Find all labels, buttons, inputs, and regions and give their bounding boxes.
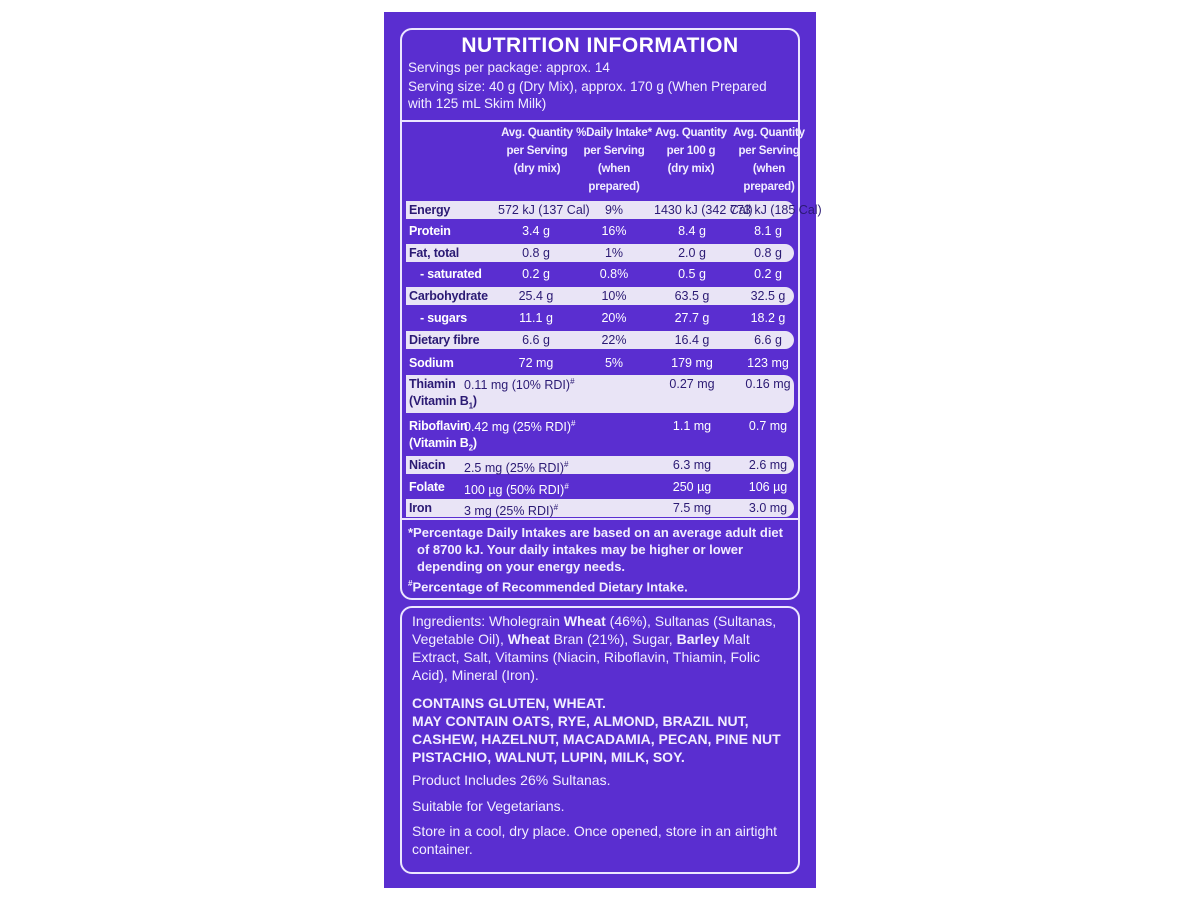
nutrient-row-fat-total [406,244,794,262]
rdi-value: 3 mg (25% RDI)# [464,503,559,519]
nutrient-value: 2.0 g [678,246,706,260]
nutrient-value: 0.8% [599,267,629,281]
footnotes [408,524,792,595]
nutrient-name: - sugars [420,311,468,325]
nutrient-row-energy [406,201,822,219]
nutrient-name: Niacin [409,458,446,472]
footnote-daily-intake-cont: depending on your energy needs. [417,559,626,574]
nutrient-row-carbohydrate [406,287,794,305]
rdi-value: 0.11 mg (10% RDI)# [464,377,575,393]
footnote-rdi: #Percentage of Recommended Dietary Intake. [408,579,688,595]
nutrient-value: 3.4 g [522,224,550,238]
may-contain-statement: MAY CONTAIN OATS, RYE, ALMOND, BRAZIL NUT, CASHEW, HAZELNUT, MACADAMIA, PECAN, PINE NUT PISTACHIO, WALNUT, LUPIN, MILK, SOY. [412,713,781,765]
nutrient-name: Carbohydrate [409,289,488,303]
column-header-dry-serving: Avg. Quantity per Serving (dry mix) [501,127,573,175]
nutrient-value: 0.7 mg [748,419,788,433]
nutrient-value: 16.4 g [674,333,710,347]
nutrient-value: 8.4 g [678,224,706,238]
nutrient-value: 6.6 g [522,333,550,347]
nutrient-value: 0.8 g [754,246,782,260]
nutrient-row-saturated [406,265,794,283]
nutrient-name-vitamin: (Vitamin $B_2$) [409,436,477,453]
nutrient-value: 773 kJ (185 Cal) [730,203,822,217]
nutrient-value: 123 mg [747,356,789,370]
nutrient-name: Iron [409,501,432,515]
nutrient-name: Riboflavin [409,419,468,433]
allergen-statement [412,694,792,766]
nutrient-name: Energy [409,203,451,217]
nutrient-name: Thiamin [409,377,456,391]
nutrient-value: 3.0 mg [748,501,788,515]
nutrient-row-folate [406,478,794,496]
nutrient-row-protein [406,222,794,240]
nutrition-panel [400,28,822,600]
nutrient-value: 179 mg [671,356,713,370]
nutrient-name: - saturated [420,267,482,281]
nutrient-row-niacin [406,456,794,474]
nutrient-value: 20% [601,311,627,325]
nutrient-value: 0.16 mg [745,377,791,391]
nutrient-value: 0.8 g [522,246,550,260]
serving-size: Serving size: 40 g (Dry Mix), approx. 170 g (When Prepared with 125 mL Skim Milk) [408,79,767,111]
nutrient-value: 250 µg [672,480,712,494]
nutrient-value: 0.5 g [678,267,706,281]
rdi-value: 100 µg (50% RDI)# [464,482,569,498]
nutrient-name: Dietary fibre [409,333,480,347]
nutrient-value: 63.5 g [674,289,710,303]
nutrient-name: Folate [409,480,445,494]
sultanas-statement: Product Includes 26% Sultanas. [412,772,611,788]
nutrient-value: 5% [604,356,624,370]
nutrient-row-sugars [406,309,794,327]
nutrient-value: 2.6 mg [748,458,788,472]
nutrient-value: 0.2 g [754,267,782,281]
storage-instructions: Store in a cool, dry place. Once opened, store in an airtight container. [412,823,777,857]
divider [402,518,798,520]
vegetarian-statement: Suitable for Vegetarians. [412,798,565,814]
ingredients-panel [400,606,800,874]
nutrient-value: 6.3 mg [672,458,712,472]
nutrient-value: 1% [604,246,624,260]
nutrient-name: Sodium [409,356,454,370]
nutrient-row-thiamin [406,375,794,413]
nutrition-title: NUTRITION INFORMATION [461,34,739,57]
nutrient-value: 25.4 g [518,289,554,303]
rdi-value: 2.5 mg (25% RDI)# [464,460,569,476]
nutrient-value: 6.6 g [754,333,782,347]
column-header-prepared-serving: Avg. Quantity per Serving (when prepared) [733,127,805,193]
nutrient-value: 572 kJ (137 Cal) [498,203,590,217]
nutrient-value: 27.7 g [674,311,710,325]
nutrient-value: 9% [604,203,624,217]
nutrient-value: 1.1 mg [672,419,712,433]
nutrient-value: 0.2 g [522,267,550,281]
column-header-daily-intake: %Daily Intake* per Serving (when prepared) [576,127,652,193]
nutrient-name: Fat, total [409,246,460,260]
ingredients-list: Ingredients: Wholegrain Wheat (46%), Sultanas (Sultanas, Vegetable Oil), Wheat Bran (21%), Sugar, Barley Malt Extract, Salt, Vitamins (Niacin, Riboflavin, Thiamin, Folic Acid), Mineral (Iron). [412,613,777,683]
nutrient-row-dietary-fibre [406,331,794,349]
nutrient-row-riboflavin [406,417,794,455]
nutrient-value: 72 mg [518,356,554,370]
product-panel [384,12,822,888]
divider [402,120,798,122]
nutrient-value: 32.5 g [750,289,786,303]
nutrient-name-vitamin: (Vitamin $B_1$) [409,394,477,411]
contains-statement: CONTAINS GLUTEN, WHEAT. [412,695,606,711]
nutrient-value: 7.5 mg [672,501,712,515]
nutrient-value: 18.2 g [750,311,786,325]
footnote-daily-intake-cont: of 8700 kJ. Your daily intakes may be higher or lower [417,542,744,557]
nutrient-value: 0.27 mg [669,377,715,391]
nutrient-name: Protein [409,224,451,238]
column-header-per-100g: Avg. Quantity per 100 g (dry mix) [655,127,727,175]
nutrient-row-iron [406,499,794,517]
nutrient-row-sodium [406,354,794,372]
nutrient-value: 8.1 g [754,224,782,238]
rdi-value: 0.42 mg (25% RDI)# [464,419,576,435]
nutrient-value: 22% [601,333,627,347]
footnote-daily-intake: *Percentage Daily Intakes are based on an average adult diet [408,525,783,540]
nutrient-value: 16% [601,224,627,238]
servings-per-package: Servings per package: approx. 14 [408,60,610,75]
nutrient-value: 1430 kJ (342 Cal) [654,203,753,217]
nutrient-value: 11.1 g [519,311,553,325]
nutrient-value: 10% [601,289,627,303]
nutrient-value: 106 µg [748,480,788,494]
